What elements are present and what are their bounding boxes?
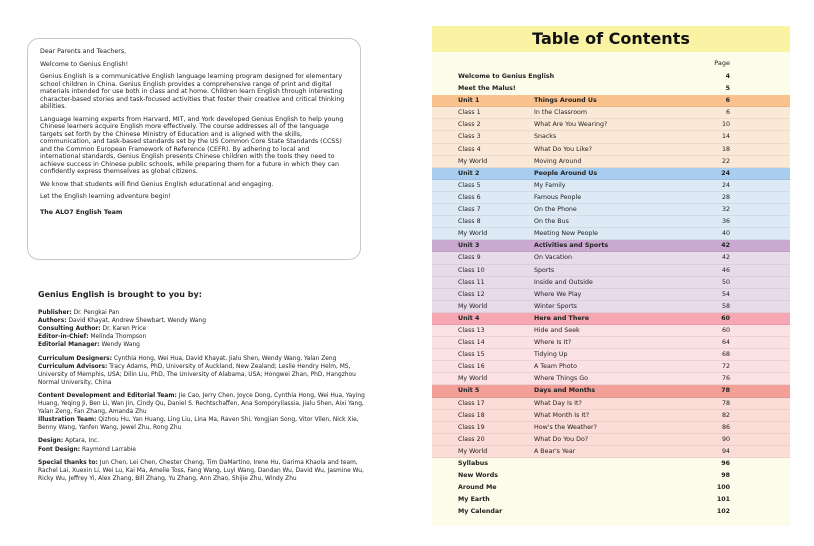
toc-row-title: A Team Photo bbox=[534, 363, 577, 371]
font-label: Font Design: bbox=[38, 446, 81, 453]
credits-curriculum bbox=[38, 355, 368, 387]
toc-row bbox=[432, 410, 790, 422]
toc-row-page: 4 bbox=[725, 73, 730, 80]
toc-row-page: 32 bbox=[721, 206, 730, 214]
advisors-label: Curriculum Advisors: bbox=[38, 363, 108, 370]
toc-row bbox=[432, 289, 790, 301]
toc-row-page: 98 bbox=[721, 472, 730, 480]
letter-paragraph-1: Genius English is a communicative English language learning program designed for elementary school children in China. Genius English provides a comprehensive range of print and digital materials intended for use both in class and at home. Children learn English through interesting character-based stories and task-focused activities that foster their creative and critical thinking abilities. bbox=[40, 73, 345, 110]
toc-row-title: People Around Us bbox=[534, 169, 598, 177]
thanks-value: Jun Chen, Lei Chen, Chester Cheng, Tim DaMartino, Irene Hu, Garima Khaola and team, Rachel Lai, Xuexin Li, Wei Lu, Kai Ma, Amelie Toss, Fang Wang, Luyi Wang, Dandan Wu, David Wu, Jasmine Wu, Ricky Wu, Jeffrey Yi, Alex Zhang, Bill Zhang, Yu Zhang, Ann Zhao, Shijie Zhu, Windy Zhu bbox=[38, 459, 364, 482]
toc-row-label: Class 10 bbox=[458, 266, 485, 274]
toc-row-title: What Are You Wearing? bbox=[534, 121, 608, 129]
toc-row-page: 24 bbox=[721, 181, 730, 189]
toc-unit-row bbox=[432, 168, 790, 180]
toc-unit-row bbox=[432, 240, 790, 252]
toc-row-page: 102 bbox=[716, 508, 730, 516]
toc-row bbox=[432, 228, 790, 240]
toc-row-title: Activities and Sports bbox=[534, 242, 609, 250]
toc-row-label: Class 11 bbox=[458, 278, 485, 286]
toc-row-label: New Words bbox=[458, 472, 498, 480]
toc-row-title: Here and There bbox=[534, 314, 589, 322]
toc-row-title: Days and Months bbox=[534, 387, 596, 395]
toc-row-label: Class 13 bbox=[458, 326, 485, 334]
toc-row bbox=[432, 373, 790, 385]
toc-row-title: What Do You Like? bbox=[534, 145, 592, 153]
publisher-label: Publisher: bbox=[38, 310, 72, 317]
toc-row-title: Hide and Seek bbox=[534, 326, 580, 334]
authors-label: Authors: bbox=[38, 318, 67, 325]
toc-row-page: 50 bbox=[721, 278, 730, 286]
toc-row-page: 40 bbox=[721, 230, 730, 238]
toc-row-label: Class 8 bbox=[458, 218, 481, 226]
toc-row-label: Class 17 bbox=[458, 399, 485, 407]
toc-unit-row bbox=[432, 385, 790, 397]
toc-row-label: My World bbox=[458, 157, 488, 165]
toc-row bbox=[432, 337, 790, 349]
toc-row-page: 100 bbox=[716, 484, 730, 492]
toc-row-page: 82 bbox=[721, 411, 730, 419]
toc-row-title: On Vacation bbox=[534, 254, 573, 262]
design-label: Design: bbox=[38, 438, 64, 445]
toc-row-title: Famous People bbox=[534, 193, 582, 201]
toc-title: Table of Contents bbox=[432, 26, 790, 52]
toc-row bbox=[432, 131, 790, 143]
toc-row-page: 72 bbox=[721, 363, 730, 371]
toc-row bbox=[432, 301, 790, 313]
letter-welcome: Welcome to Genius English! bbox=[40, 60, 129, 68]
toc-row-page: 6 bbox=[725, 97, 730, 105]
toc-row bbox=[432, 349, 790, 361]
toc-row-page: 54 bbox=[721, 290, 730, 298]
toc-row bbox=[432, 180, 790, 192]
toc-row bbox=[432, 204, 790, 216]
toc-row-page: 42 bbox=[721, 254, 730, 262]
toc-row-label: Around Me bbox=[458, 484, 497, 492]
manager-value: Wendy Wang bbox=[101, 342, 140, 349]
toc-row-title: Where Is It? bbox=[534, 339, 572, 347]
letter-paragraph-3: We know that students will find Genius English educational and engaging. bbox=[40, 180, 274, 188]
toc-row-page: 101 bbox=[716, 496, 730, 504]
toc-row-page: 68 bbox=[721, 351, 730, 359]
consulting-label: Consulting Author: bbox=[38, 326, 101, 333]
toc-row bbox=[432, 144, 790, 156]
toc-row-label: Class 19 bbox=[458, 423, 485, 431]
toc-row-page: 42 bbox=[721, 242, 730, 250]
toc-row-label: My World bbox=[458, 447, 488, 455]
toc-row-label: Class 1 bbox=[458, 109, 481, 117]
toc-row-title: In the Classroom bbox=[534, 109, 588, 117]
toc-row-page: 94 bbox=[721, 447, 730, 455]
editor-label: Editor-in-Chief: bbox=[38, 334, 89, 341]
credits-staff bbox=[38, 309, 368, 349]
content-label: Content Development and Editorial Team: bbox=[38, 392, 177, 399]
toc-row bbox=[432, 265, 790, 277]
toc-row bbox=[432, 277, 790, 289]
toc-row-label: Welcome to Genius English bbox=[458, 73, 555, 80]
toc-row-label: Unit 3 bbox=[458, 242, 480, 250]
illustration-value: Qizhou Hu, Yan Huang, Ling Liu, Lina Ma, Raven Shi, Yongjian Song, Vitor Vilen, Nick Xie, Benny Wang, Yanfen Wang, Jewel Zhu, Rong Zhu bbox=[38, 417, 359, 432]
toc-row bbox=[432, 252, 790, 264]
toc-row bbox=[432, 398, 790, 410]
toc-row bbox=[432, 446, 790, 458]
toc-row-title: Sports bbox=[534, 266, 555, 274]
toc-row-label: Meet the Malus! bbox=[458, 85, 516, 93]
toc-row bbox=[432, 83, 790, 95]
credits-thanks bbox=[38, 459, 368, 483]
toc-rows bbox=[432, 71, 790, 518]
toc-row-label: Class 15 bbox=[458, 351, 485, 359]
toc-row-label: Class 3 bbox=[458, 133, 481, 141]
toc-row bbox=[432, 156, 790, 168]
toc-row-page: 90 bbox=[721, 435, 730, 443]
editor-value: Melinda Thompson bbox=[90, 334, 147, 341]
letter-greeting: Dear Parents and Teachers, bbox=[40, 48, 127, 55]
toc-row bbox=[432, 119, 790, 131]
manager-label: Editorial Manager: bbox=[38, 342, 100, 349]
toc-row-label: My World bbox=[458, 302, 488, 310]
toc-row-page: 96 bbox=[721, 460, 730, 467]
toc-row bbox=[432, 434, 790, 446]
authors-value: David Khayat, Andrew Shewbart, Wendy Wang bbox=[68, 318, 207, 325]
toc-row-label: My World bbox=[458, 230, 488, 238]
toc-row-page: 18 bbox=[721, 145, 730, 153]
toc-row-label: Class 2 bbox=[458, 121, 481, 129]
toc-row-label: Class 18 bbox=[458, 411, 485, 419]
credits-design bbox=[38, 437, 368, 453]
toc-row-page: 76 bbox=[721, 375, 730, 383]
toc-row bbox=[432, 107, 790, 119]
toc-row-title: What Do You Do? bbox=[534, 435, 589, 443]
toc-row bbox=[432, 458, 790, 470]
toc-row-label: Syllabus bbox=[458, 460, 488, 467]
toc-row-title: My Family bbox=[534, 181, 566, 189]
toc-row-label: Class 6 bbox=[458, 193, 481, 201]
letter-paragraph-4: Let the English learning adventure begin! bbox=[40, 193, 171, 200]
toc-row-label: Class 9 bbox=[458, 254, 481, 262]
toc-row-label: My Calendar bbox=[458, 508, 503, 516]
toc-row bbox=[432, 470, 790, 482]
toc-row-page: 78 bbox=[721, 387, 730, 395]
toc-row-label: Unit 5 bbox=[458, 387, 480, 395]
toc-row bbox=[432, 494, 790, 506]
toc-row bbox=[432, 361, 790, 373]
toc-row-title: On the Phone bbox=[534, 206, 577, 214]
toc-row-title: How's the Weather? bbox=[534, 423, 597, 431]
toc-row-label: Class 12 bbox=[458, 290, 485, 298]
toc-row-title: What Day Is It? bbox=[534, 399, 582, 407]
toc-row bbox=[432, 482, 790, 494]
toc-row-title: Inside and Outside bbox=[534, 278, 593, 286]
toc-row bbox=[432, 325, 790, 337]
content-value: Jie Cao, Jerry Chen, Joyce Dong, Cynthia Hong, Wei Hua, Yaying Huang, Yeqing Ji, Ben Li, Wan Jin, Cindy Qu, Daniel S. Rechtschaffen, Ana Somporyilassia, Jialu Shen, Aixi Yang, Yalan Zeng, Fan Zhang, Amanda Zhu bbox=[38, 392, 365, 416]
toc-row-title: Things Around Us bbox=[534, 97, 597, 105]
font-value: Raymond Larrabie bbox=[81, 446, 136, 453]
toc-row-title: Where We Play bbox=[534, 290, 582, 298]
toc-row-title: Winter Sports bbox=[534, 302, 577, 310]
welcome-letter bbox=[27, 38, 361, 260]
toc-row-label: My World bbox=[458, 375, 488, 383]
toc-row-label: My Earth bbox=[458, 496, 490, 504]
toc-row-page: 46 bbox=[721, 266, 730, 274]
toc-row-page: 78 bbox=[721, 399, 730, 407]
toc-row bbox=[432, 71, 790, 83]
toc-row-title: A Bear's Year bbox=[534, 447, 576, 455]
toc-row-page: 6 bbox=[725, 109, 730, 117]
credits-heading: Genius English is brought to you by: bbox=[38, 290, 202, 299]
toc-row-page: 14 bbox=[721, 133, 730, 141]
toc-row-page: 5 bbox=[725, 85, 730, 93]
toc-row-page: 60 bbox=[721, 314, 730, 322]
toc-row-title: Meeting New People bbox=[534, 230, 599, 238]
toc-row-label: Unit 1 bbox=[458, 97, 480, 105]
toc-row bbox=[432, 422, 790, 434]
toc-row-page: 58 bbox=[721, 302, 730, 310]
credits-section bbox=[38, 291, 368, 488]
toc-row-label: Class 16 bbox=[458, 363, 485, 371]
toc-row-label: Class 20 bbox=[458, 435, 485, 443]
table-of-contents bbox=[432, 26, 790, 526]
designers-label: Curriculum Designers: bbox=[38, 355, 113, 362]
letter-paragraph-2: Language learning experts from Harvard, MIT, and York developed Genius English to help young Chinese learners acquire English more effectively. The course addresses all of the language targets set forth by the Chinese Ministry of Education and is aligned with the skills, communication, and task-based standards set by the US Common Core State Standards (CCSS) and the Common European Framework of Reference (CEFR). By adhering to local and international standards, Genius English presents Chinese children with the tools they need to achieve success in Chinese public schools, while preparing them for a future in which they can confidently express themselves as global citizens. bbox=[40, 115, 344, 175]
toc-row-title: What Month Is It? bbox=[534, 411, 590, 419]
toc-row-page: 10 bbox=[721, 121, 730, 129]
toc-row-label: Class 14 bbox=[458, 339, 485, 347]
advisors-value: Tracy Adams, PhD, University of Auckland, New Zealand; Leslie Hendry Helm, MS, University of Memphis, USA; Dilin Liu, PhD, The University of Alabama, USA; Hongwei Zhan, PhD, Hangzhou Normal University, China bbox=[38, 363, 356, 386]
toc-row bbox=[432, 192, 790, 204]
toc-row-page: 64 bbox=[721, 339, 730, 347]
consulting-value: Dr. Karen Price bbox=[102, 326, 146, 333]
toc-unit-row bbox=[432, 95, 790, 107]
credits-teams bbox=[38, 392, 368, 432]
toc-row-page: 60 bbox=[721, 326, 730, 334]
toc-row-page: 28 bbox=[721, 193, 730, 201]
toc-row-title: On the Bus bbox=[534, 218, 569, 226]
toc-row-page: 22 bbox=[721, 157, 730, 165]
design-value: Aptara, Inc. bbox=[65, 438, 100, 445]
toc-page-header: Page bbox=[714, 59, 730, 67]
toc-row-page: 86 bbox=[721, 423, 730, 431]
toc-unit-row bbox=[432, 313, 790, 325]
toc-row-label: Unit 4 bbox=[458, 314, 480, 322]
toc-row-title: Tidying Up bbox=[534, 351, 568, 359]
toc-row-label: Unit 2 bbox=[458, 169, 480, 177]
toc-row-title: Snacks bbox=[534, 133, 557, 141]
toc-row-title: Moving Around bbox=[534, 157, 582, 165]
letter-signature: The ALO7 English Team bbox=[40, 208, 123, 216]
toc-row bbox=[432, 506, 790, 518]
designers-value: Cynthia Hong, Wei Hua, David Khayat, Jialu Shen, Wendy Wang, Yalan Zeng bbox=[113, 355, 337, 362]
toc-row-page: 36 bbox=[721, 218, 730, 226]
toc-row-title: Where Things Go bbox=[534, 375, 589, 383]
toc-row bbox=[432, 216, 790, 228]
toc-row-label: Class 7 bbox=[458, 206, 481, 214]
toc-row-page: 24 bbox=[721, 169, 730, 177]
toc-row-label: Class 4 bbox=[458, 145, 481, 153]
publisher-value: Dr. Pengkai Pan bbox=[73, 310, 120, 317]
toc-row-label: Class 5 bbox=[458, 181, 481, 189]
thanks-label: Special thanks to: bbox=[38, 459, 98, 466]
illustration-label: Illustration Team: bbox=[38, 417, 97, 424]
